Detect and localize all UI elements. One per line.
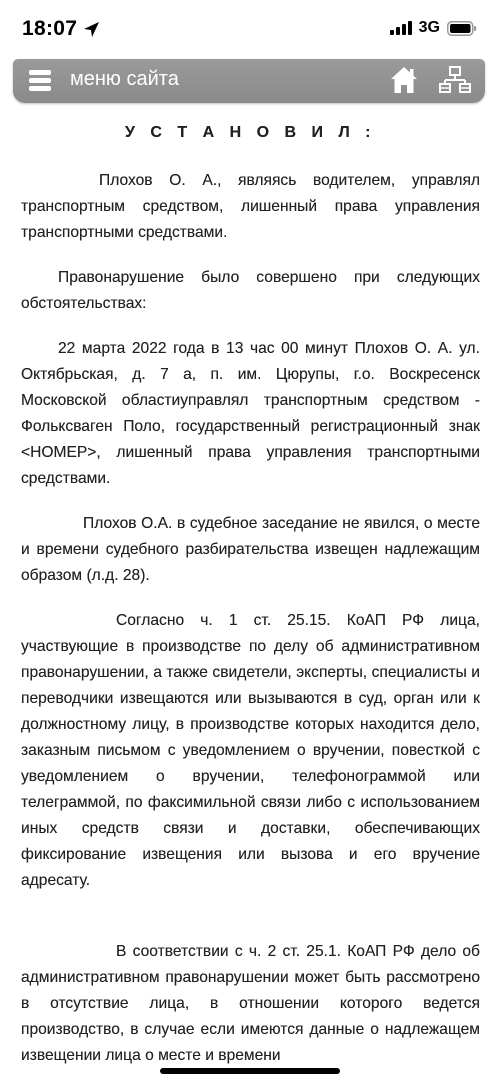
home-icon: [389, 65, 419, 95]
signal-bars-icon: [390, 21, 412, 35]
site-menu-button[interactable]: меню сайта: [70, 68, 179, 90]
home-button[interactable]: [389, 65, 419, 95]
home-indicator[interactable]: [160, 1068, 340, 1074]
site-nav-bar: [13, 59, 485, 103]
court-decision-text: [21, 112, 480, 1069]
location-arrow-icon: [83, 21, 100, 38]
status-bar: [0, 0, 499, 60]
status-indicators: [390, 19, 477, 37]
hamburger-menu-icon[interactable]: [29, 70, 51, 92]
paragraph-article-25-15: Согласно ч. 1 ст. 25.15. КоАП РФ лица, участвующие в производстве по делу об административном правонарушении, а также свидетели, эксперты, специалисты и переводчики извещаются или вызываются в суд, орган или к должностному лицу, в производстве которых находится дело, заказным письмом с уведомлением о вручении, повесткой с уведомлением о вручении, телефонограммой или телеграммой, по факсимильной связи либо с использованием иных средств связи и доставки, обеспечивающих фиксирование извещения или вызова и его вручение адресату.: [21, 612, 480, 889]
paragraph-article-25-1: В соответствии с ч. 2 ст. 25.1. КоАП РФ дело об административном правонарушении может быть рассмотрено в отсутствие лица, в отношении которого ведется производство, в случае если имеются данные о надлежащем извещении лица о месте и времени: [21, 943, 480, 1064]
sitemap-icon: [439, 65, 471, 97]
section-heading: У С Т А Н О В И Л :: [125, 124, 376, 141]
paragraph-absence: Плохов О.А. в судебное заседание не явился, о месте и времени судебного разбирательства извещен надлежащим образом (л.д. 28).: [21, 515, 480, 584]
battery-icon: [447, 21, 477, 36]
paragraph-offense-summary: Плохов О. А., являясь водителем, управлял транспортным средством, лишенный права управления транспортными средствами.: [21, 172, 480, 241]
paragraph-incident-details: 22 марта 2022 года в 13 час 00 минут Плохов О. А. ул. Октябрьская, д. 7 а, п. им. Цюрупы, г.о. Воскресенск Московской областиуправлял транспортным средством - Фольксваген Поло, государственный регистрационный знак <НОМЕР>, лишенный права управления транспортными средствами.: [21, 340, 480, 487]
paragraph-circumstances-intro: Правонарушение было совершено при следующих обстоятельствах:: [21, 269, 480, 312]
network-type: 3G: [418, 19, 440, 36]
status-time: [22, 17, 100, 41]
sitemap-button[interactable]: [439, 65, 471, 97]
status-time-text: 18:07: [22, 17, 78, 40]
